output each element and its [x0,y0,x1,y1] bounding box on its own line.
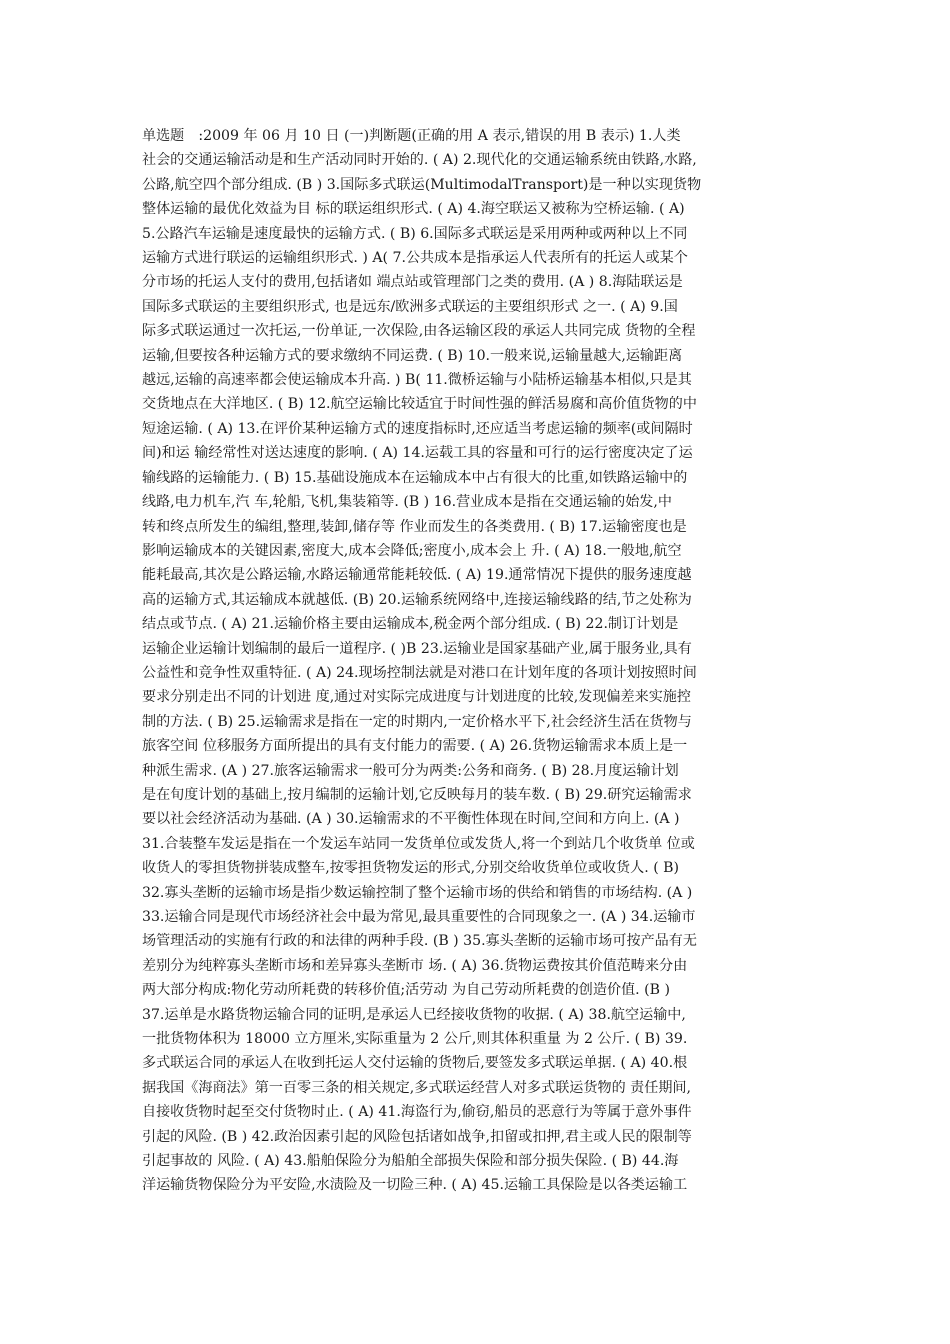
text-line: 单选题 :2009 年 06 月 10 日 (一)判断题(正确的用 A 表示,错误的用 B 表示) 1.人类 [142,128,681,144]
text-line: 短途运输. ( A) 13.在评价某种运输方式的速度指标时,还应适当考虑运输的频率(或间隔时 [142,420,693,437]
text-line: 要求分别走出不同的计划进 度,通过对实际完成进度与计划进度的比较,发现偏差来实施控 [142,689,691,706]
text-line: 种派生需求. (A ) 27.旅客运输需求一般可分为两类:公务和商务. ( B) 28.月度运输计划 [142,762,679,779]
text-line: 公路,航空四个部分组成. (B ) 3.国际多式联运(MultimodalTransport)是一种以实现货物 [142,176,702,193]
text-line: 运输,但要按各种运输方式的要求缴纳不同运费. ( B) 10.一般来说,运输量越大,运输距离 [142,347,683,364]
text-line: 影响运输成本的关键因素,密度大,成本会降低;密度小,成本会上 升. ( A) 18.一般地,航空 [142,542,682,559]
text-line: 际多式联运通过一次托运,一份单证,一次保险,由各运输区段的承运人共同完成 货物的全程 [142,323,696,340]
text-line: 洋运输货物保险分为平安险,水渍险及一切险三种. ( A) 45.运输工具保险是以各类运输工 [142,1177,688,1194]
text-line: 线路,电力机车,汽 车,轮船,飞机,集装箱等. (B ) 16.营业成本是指在交通运输的始发,中 [142,494,672,511]
text-line: 差别分为纯粹寡头垄断市场和差异寡头垄断市 场. ( A) 36.货物运费按其价值范畴来分由 [142,957,688,974]
text-line: 32.寡头垄断的运输市场是指少数运输控制了整个运输市场的供给和销售的市场结构. (A ) [142,884,693,901]
text-line: 一批货物体积为 18000 立方厘米,实际重量为 2 公斤,则其体积重量 为 2 公斤. ( B) 39. [142,1031,688,1048]
text-line: 结点或节点. ( A) 21.运输价格主要由运输成本,税金两个部分组成. ( B) 22.制订计划是 [142,616,679,633]
text-line: 转和终点所发生的编组,整理,装卸,储存等 作业而发生的各类费用. ( B) 17.运输密度也是 [142,518,687,535]
document-body [142,124,814,1198]
text-line: 越远,运输的高速率都会使运输成本升高. ) B( 11.微桥运输与小陆桥运输基本相似,只是其 [142,372,692,389]
text-line: 是在旬度计划的基础上,按月编制的运输计划,它反映每月的装车数. ( B) 29.研究运输需求 [142,786,692,803]
text-line: 场管理活动的实施有行政的和法律的两种手段. (B ) 35.寡头垄断的运输市场可按产品有无 [142,933,697,950]
text-line: 高的运输方式,其运输成本就越低. (B) 20.运输系统网络中,连接运输线路的结,节之处称为 [142,591,692,608]
text-line: 自接收货物时起至交付货物时止. ( A) 41.海盗行为,偷窃,船员的恶意行为等属于意外事件 [142,1104,692,1121]
text-line: 要以社会经济活动为基础. (A ) 30.运输需求的不平衡性体现在时间,空间和方向上. (A ) [142,811,680,828]
text-line: 能耗最高,其次是公路运输,水路运输通常能耗较低. ( A) 19.通常情况下提供的服务速度越 [142,567,692,584]
text-line: 运输企业运输计划编制的最后一道程序. ( )B 23.运输业是国家基础产业,属于服务业,具有 [142,640,692,657]
text-line: 引起的风险. (B ) 42.政治因素引起的风险包括诸如战争,扣留或扣押,君主或人民的限制等 [142,1128,692,1145]
text-line: 33.运输合同是现代市场经济社会中最为常见,最具重要性的合同现象之一. (A ) 34.运输市 [142,909,696,925]
text-line: 国际多式联运的主要组织形式, 也是远东/欧洲多式联运的主要组织形式 之一. ( A) 9.国 [142,298,678,315]
text-line: 交货地点在大洋地区. ( B) 12.航空运输比较适宜于时间性强的鲜活易腐和高价值货物的中 [142,396,697,413]
text-line: 两大部分构成:物化劳动所耗费的转移价值;活劳动 为自己劳动所耗费的创造价值. (B ) [142,982,670,999]
text-line: 收货人的零担货物拼装成整车,按零担货物发运的形式,分别交给收货单位或收货人. ( B) [142,860,680,877]
text-line: 间)和运 输经常性对送达速度的影响. ( A) 14.运载工具的容量和可行的运行密度决定了运 [142,445,693,462]
text-line: 据我国《海商法》第一百零三条的相关规定,多式联运经营人对多式联运货物的 责任期间, [142,1079,691,1096]
text-line: 整体运输的最优化效益为目 标的联运组织形式. ( A) 4.海空联运又被称为空桥运输. ( A) [142,201,685,218]
text-line: 引起事故的 风险. ( A) 43.船舶保险分为船舶全部损失保险和部分损失保险. ( B) 44.海 [142,1153,679,1170]
text-line: 运输方式进行联运的运输组织形式. ) A( 7.公共成本是指承运人代表所有的托运人或某个 [142,250,688,267]
text-line: 分市场的托运人支付的费用,包括诸如 端点站或管理部门之类的费用. (A ) 8.海陆联运是 [142,274,683,291]
text-line: 公益性和竞争性双重特征. ( A) 24.现场控制法就是对港口在计划年度的各项计划按照时间 [142,664,697,681]
text-line: 31.合装整车发运是指在一个发运车站同一发货单位或发货人,将一个到站几个收货单 位或 [142,835,695,852]
text-line: 5.公路汽车运输是速度最快的运输方式. ( B) 6.国际多式联运是采用两种或两种以上不同 [142,225,688,242]
text-line: 社会的交通运输活动是和生产活动同时开始的. ( A) 2.现代化的交通运输系统由铁路,水路, [142,152,697,169]
text-line: 多式联运合同的承运人在收到托运人交付运输的货物后,要签发多式联运单据. ( A) 40.根 [142,1055,688,1072]
text-line: 输线路的运输能力. ( B) 15.基础设施成本在运输成本中占有很大的比重,如铁路运输中的 [142,469,688,486]
text-line: 37.运单是水路货物运输合同的证明,是承运人已经接收货物的收据. ( A) 38.航空运输中, [142,1006,686,1023]
text-line: 旅客空间 位移服务方面所提出的具有支付能力的需要. ( A) 26.货物运输需求本质上是一 [142,738,688,755]
text-line: 制的方法. ( B) 25.运输需求是指在一定的时期内,一定价格水平下,社会经济生活在货物与 [142,713,692,730]
